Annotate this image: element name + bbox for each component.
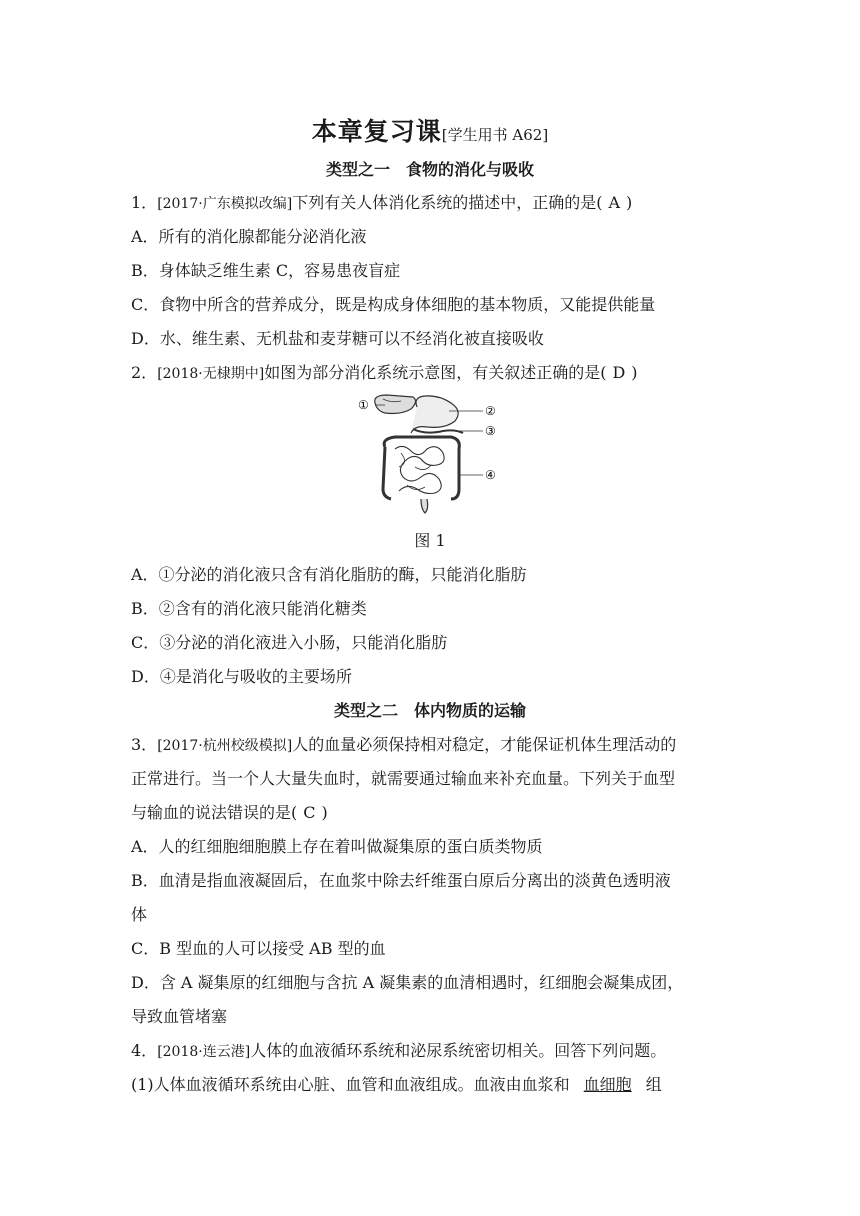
- option-text: B．血清是指血液凝固后，在血浆中除去纤维蛋白原后分离出的淡黄色透明液: [131, 871, 671, 890]
- figure-label-1: ①: [358, 398, 369, 412]
- question-text: 如图为部分消化系统示意图，有关叙述正确的是(: [264, 363, 607, 382]
- question-text: (1)人体血液循环系统由心脏、血管和血液组成。血液由血浆和: [131, 1075, 570, 1094]
- answer-letter: C: [303, 803, 316, 822]
- option-text: A．人的红细胞细胞膜上存在着叫做凝集原的蛋白质类物质: [131, 837, 543, 856]
- question-2-stem: [131, 360, 731, 383]
- option-text: C．食物中所含的营养成分，既是构成身体细胞的基本物质，又能提供能量: [131, 295, 656, 314]
- option-text: C．③分泌的消化液进入小肠，只能消化脂肪: [131, 633, 448, 652]
- option-text: D．④是消化与吸收的主要场所: [131, 667, 352, 686]
- answer-letter: A: [608, 193, 621, 212]
- answer-letter: D: [612, 363, 626, 382]
- question-number: 3．: [131, 735, 158, 754]
- question-source: [2017·杭州校级模拟]: [157, 738, 293, 754]
- paren-close: ): [321, 803, 328, 822]
- question-text: 组: [645, 1075, 662, 1094]
- paren-close: ): [626, 193, 633, 212]
- question-3-stem-end: [131, 800, 731, 823]
- option-text: 导致血管堵塞: [131, 1007, 228, 1026]
- section-heading-1: 类型之一 食物的消化与吸收: [325, 160, 534, 179]
- question-number: 1．: [131, 193, 158, 212]
- question-number: 4．: [131, 1041, 158, 1060]
- question-1-stem: [131, 190, 731, 213]
- figure-label-3: ③: [485, 424, 496, 438]
- digestive-organs-illustration: [375, 395, 463, 513]
- option-text: A．所有的消化腺都能分泌消化液: [131, 227, 367, 246]
- option-text: 体: [131, 905, 148, 924]
- question-number: 2．: [131, 363, 158, 382]
- question-3-stem: [131, 732, 731, 755]
- option-text: D．含 A 凝集原的红细胞与含抗 A 凝集素的血清相遇时，红细胞会凝集成团，: [131, 973, 684, 992]
- question-text: 与输血的说法错误的是(: [131, 803, 298, 822]
- digestive-system-figure: [355, 393, 505, 518]
- question-text: 人的血量必须保持相对稳定，才能保证机体生理活动的: [292, 735, 677, 754]
- question-4-stem: [131, 1038, 731, 1061]
- figure-caption: 图 1: [414, 531, 446, 550]
- question-source: [2017·广东模拟改编]: [157, 196, 293, 212]
- question-4-sub1: [131, 1072, 731, 1095]
- question-source: [2018·连云港]: [157, 1044, 251, 1060]
- option-text: D．水、维生素、无机盐和麦芽糖可以不经消化被直接吸收: [131, 329, 544, 348]
- question-text: 下列有关人体消化系统的描述中，正确的是(: [292, 193, 603, 212]
- question-source: [2018·无棣期中]: [157, 366, 265, 382]
- figure-label-4: ④: [485, 468, 496, 482]
- question-text: 正常进行。当一个人大量失血时，就需要通过输血来补充血量。下列关于血型: [131, 769, 676, 788]
- book-reference: [学生用书 A62]: [441, 126, 549, 144]
- option-text: C．B 型血的人可以接受 AB 型的血: [131, 939, 386, 958]
- option-text: A．①分泌的消化液只含有消化脂肪的酶，只能消化脂肪: [131, 565, 527, 584]
- option-text: B．身体缺乏维生素 C，容易患夜盲症: [131, 261, 401, 280]
- paren-close: ): [631, 363, 638, 382]
- question-text: 人体的血液循环系统和泌尿系统密切相关。回答下列问题。: [250, 1041, 667, 1060]
- fill-in-answer: 血细胞: [583, 1075, 632, 1094]
- option-text: B．②含有的消化液只能消化糖类: [131, 599, 367, 618]
- chapter-title: [0, 112, 860, 148]
- section-heading-2: 类型之二 体内物质的运输: [333, 701, 526, 720]
- chapter-title-main: 本章复习课: [311, 117, 442, 146]
- figure-label-2: ②: [485, 404, 496, 418]
